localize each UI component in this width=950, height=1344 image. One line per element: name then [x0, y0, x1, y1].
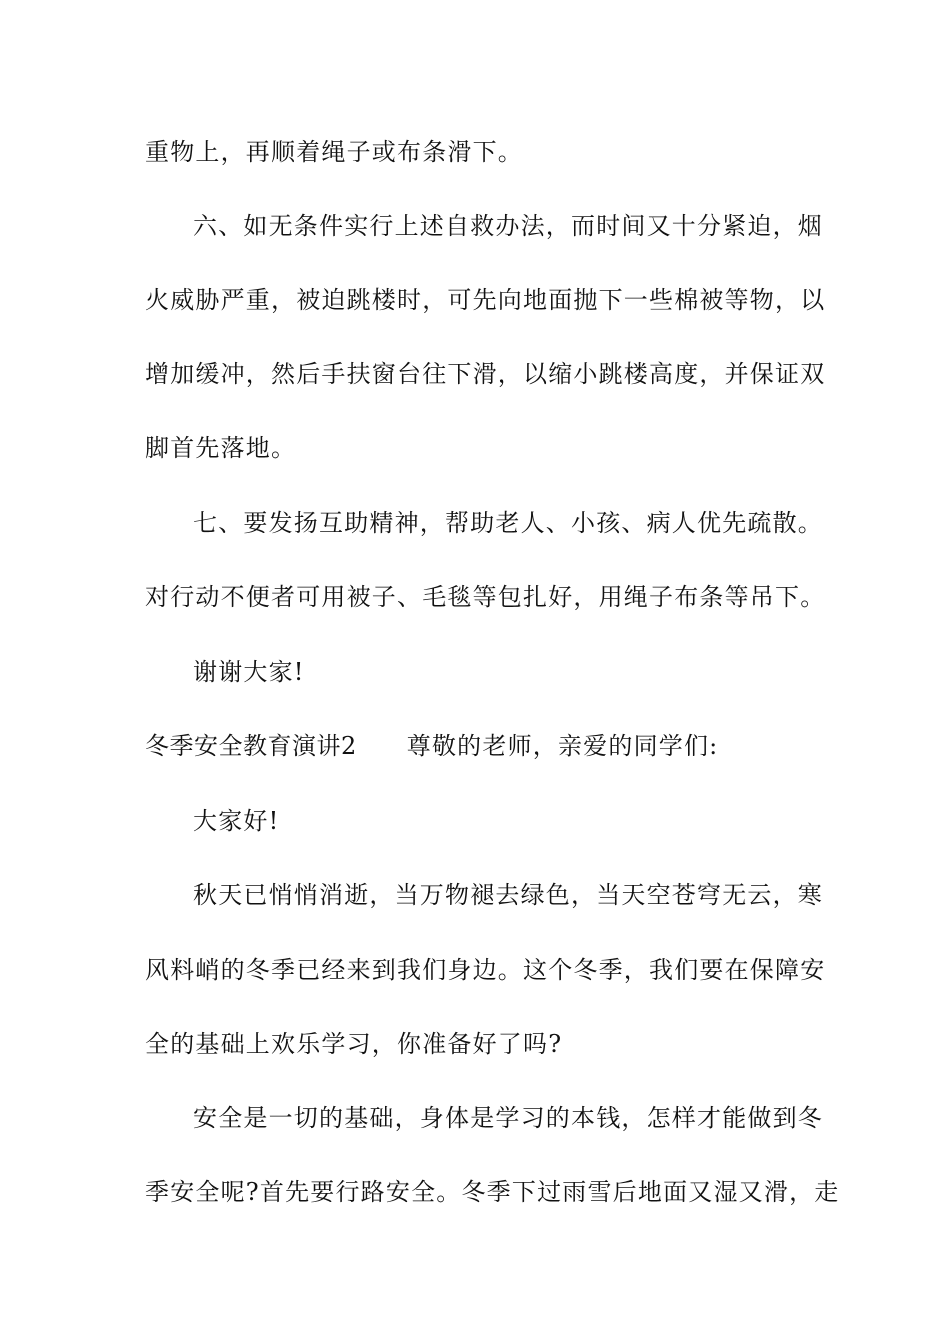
- paragraph-six-line: 六、如无条件实行上述自救办法，而时间又十分紧迫，烟: [193, 212, 823, 240]
- text-line: 全的基础上欢乐学习，你准备好了吗?: [145, 1030, 563, 1058]
- speech-heading: [145, 730, 835, 762]
- text-line: 脚首先落地。: [145, 434, 297, 462]
- thanks-line: 谢谢大家!: [193, 658, 305, 686]
- paragraph-seven-line: 七、要发扬互助精神，帮助老人、小孩、病人优先疏散。: [193, 509, 823, 537]
- paragraph-autumn-line: 秋天已悄悄消逝，当万物褪去绿色，当天空苍穹无云，寒: [193, 881, 823, 909]
- text-line: 火威胁严重，被迫跳楼时，可先向地面抛下一些棉被等物，以: [145, 286, 826, 314]
- speech-title: 冬季安全教育演讲2: [145, 732, 357, 760]
- speech-greeting: 尊敬的老师，亲爱的同学们:: [406, 732, 719, 760]
- text-line: 对行动不便者可用被子、毛毯等包扎好，用绳子布条等吊下。: [145, 583, 826, 611]
- text-line: 季安全呢?首先要行路安全。冬季下过雨雪后地面又湿又滑，走: [145, 1178, 840, 1206]
- text-line: 重物上，再顺着绳子或布条滑下。: [145, 138, 523, 166]
- hello-line: 大家好!: [193, 807, 280, 835]
- paragraph-safety-line: 安全是一切的基础，身体是学习的本钱，怎样才能做到冬: [193, 1104, 823, 1132]
- text-line: 风料峭的冬季已经来到我们身边。这个冬季，我们要在保障安: [145, 956, 826, 984]
- text-line: 增加缓冲，然后手扶窗台往下滑，以缩小跳楼高度，并保证双: [145, 360, 826, 388]
